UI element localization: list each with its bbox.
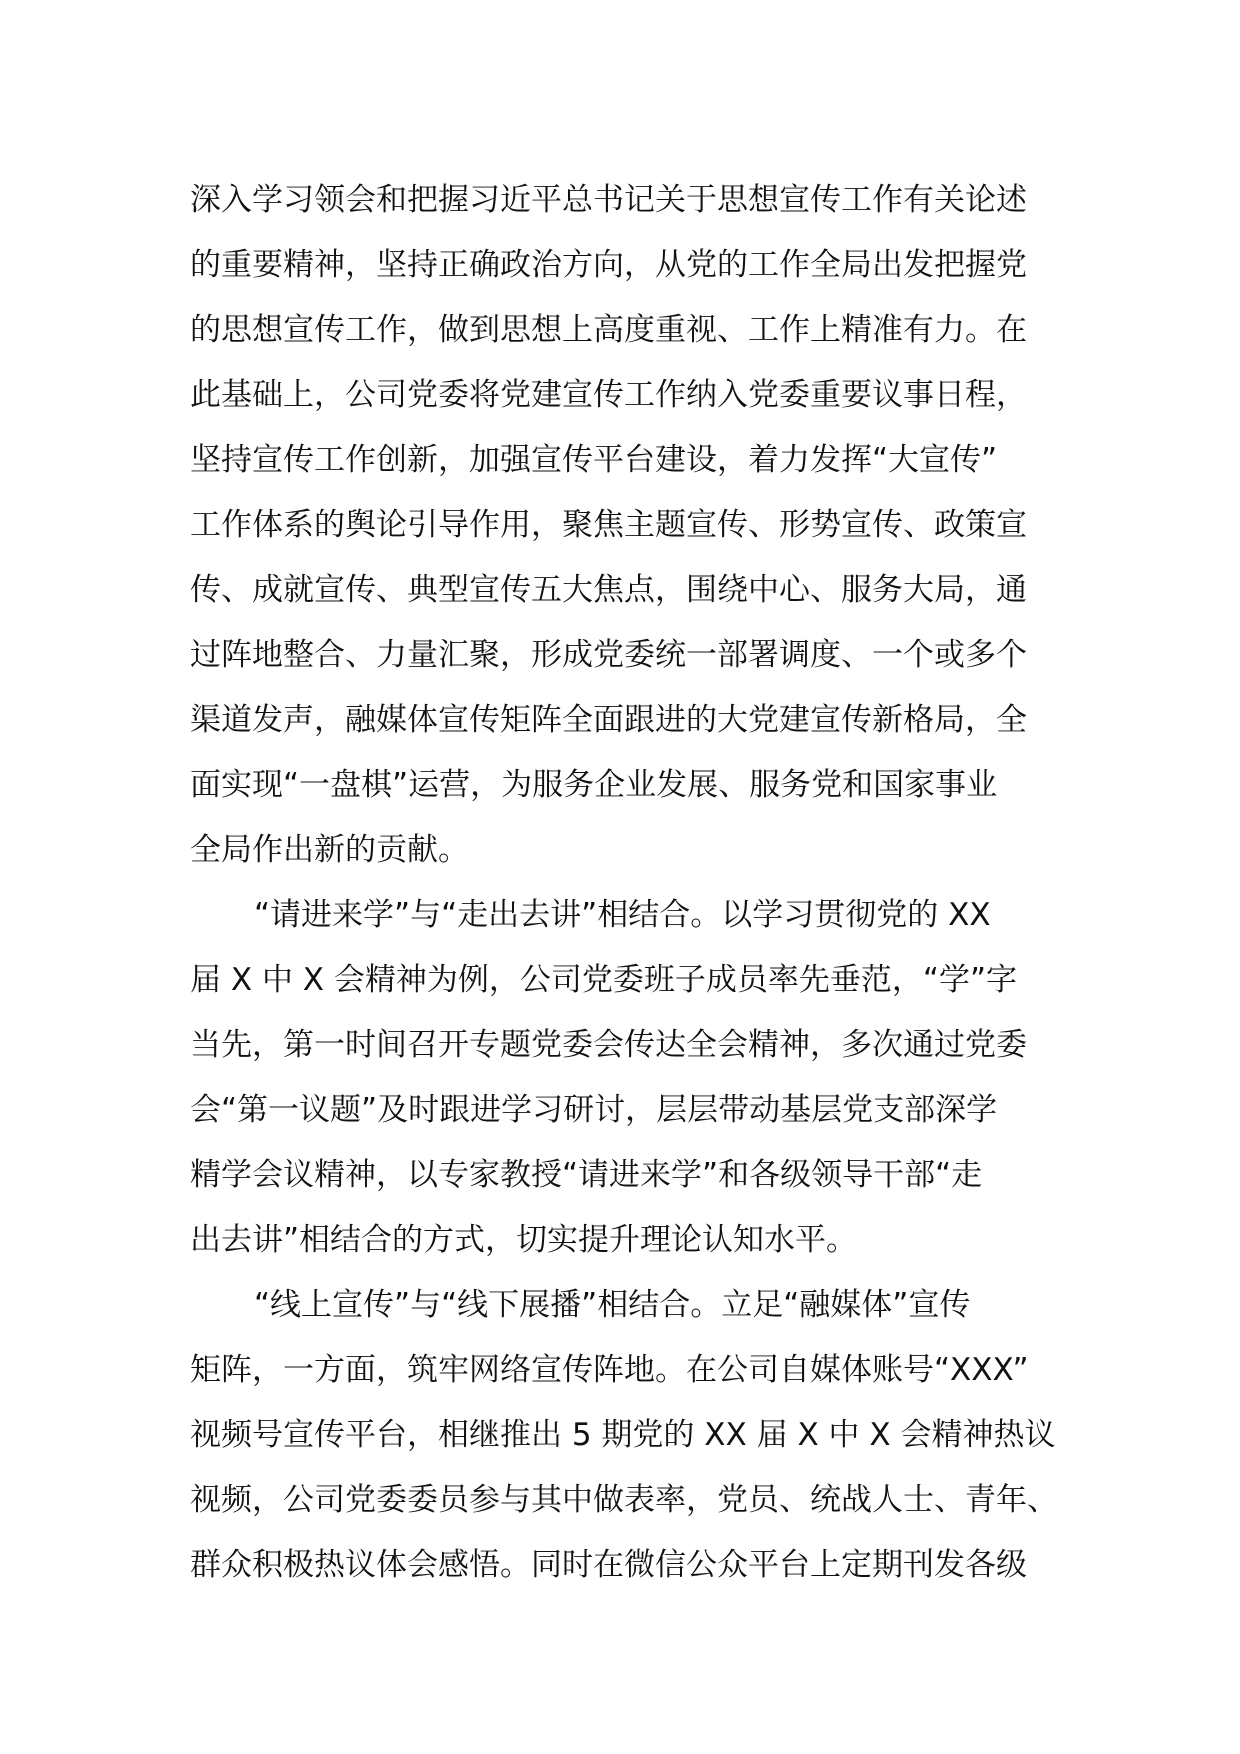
body-text bbox=[190, 168, 1060, 1598]
text-line: 当先，第一时间召开专题党委会传达全会精神，多次通过党委 bbox=[190, 1027, 1027, 1063]
text-line: 群众积极热议体会感悟。同时在微信公众平台上定期刊发各级 bbox=[190, 1547, 1027, 1583]
text-line: 坚持宣传工作创新，加强宣传平台建设，着力发挥“大宣传” bbox=[190, 442, 998, 478]
text-line: 届 X 中 X 会精神为例，公司党委班子成员率先垂范，“学”字 bbox=[190, 962, 1018, 998]
text-line: 过阵地整合、力量汇聚，形成党委统一部署调度、一个或多个 bbox=[190, 637, 1027, 673]
text-line: 深入学习领会和把握习近平总书记关于思想宣传工作有关论述 bbox=[190, 182, 1027, 218]
text-line: 此基础上，公司党委将党建宣传工作纳入党委重要议事日程， bbox=[190, 377, 1027, 413]
text-line: 精学会议精神，以专家教授“请进来学”和各级领导干部“走 bbox=[190, 1157, 983, 1193]
paragraph-start-line: “请进来学”与“走出去讲”相结合。以学习贯彻党的 XX bbox=[254, 897, 991, 933]
text-line: 渠道发声，融媒体宣传矩阵全面跟进的大党建宣传新格局，全 bbox=[190, 702, 1027, 738]
text-line: 的思想宣传工作，做到思想上高度重视、工作上精准有力。在 bbox=[190, 312, 1027, 348]
text-line: 面实现“一盘棋”运营，为服务企业发展、服务党和国家事业 bbox=[190, 767, 998, 803]
text-line: 视频号宣传平台，相继推出 5 期党的 XX 届 X 中 X 会精神热议 bbox=[190, 1417, 1056, 1453]
text-line: 出去讲”相结合的方式，切实提升理论认知水平。 bbox=[190, 1222, 858, 1258]
text-line: 工作体系的舆论引导作用，聚焦主题宣传、形势宣传、政策宣 bbox=[190, 507, 1027, 543]
text-line: 矩阵，一方面，筑牢网络宣传阵地。在公司自媒体账号“XXX” bbox=[190, 1352, 1029, 1388]
text-line: 的重要精神，坚持正确政治方向，从党的工作全局出发把握党 bbox=[190, 247, 1027, 283]
paragraph-start-line: “线上宣传”与“线下展播”相结合。立足“融媒体”宣传 bbox=[254, 1287, 971, 1323]
text-line: 会“第一议题”及时跟进学习研讨，层层带动基层党支部深学 bbox=[190, 1092, 998, 1128]
text-line: 传、成就宣传、典型宣传五大焦点，围绕中心、服务大局，通 bbox=[190, 572, 1027, 608]
text-line: 全局作出新的贡献。 bbox=[190, 832, 469, 868]
text-line: 视频，公司党委委员参与其中做表率，党员、统战人士、青年、 bbox=[190, 1482, 1058, 1518]
